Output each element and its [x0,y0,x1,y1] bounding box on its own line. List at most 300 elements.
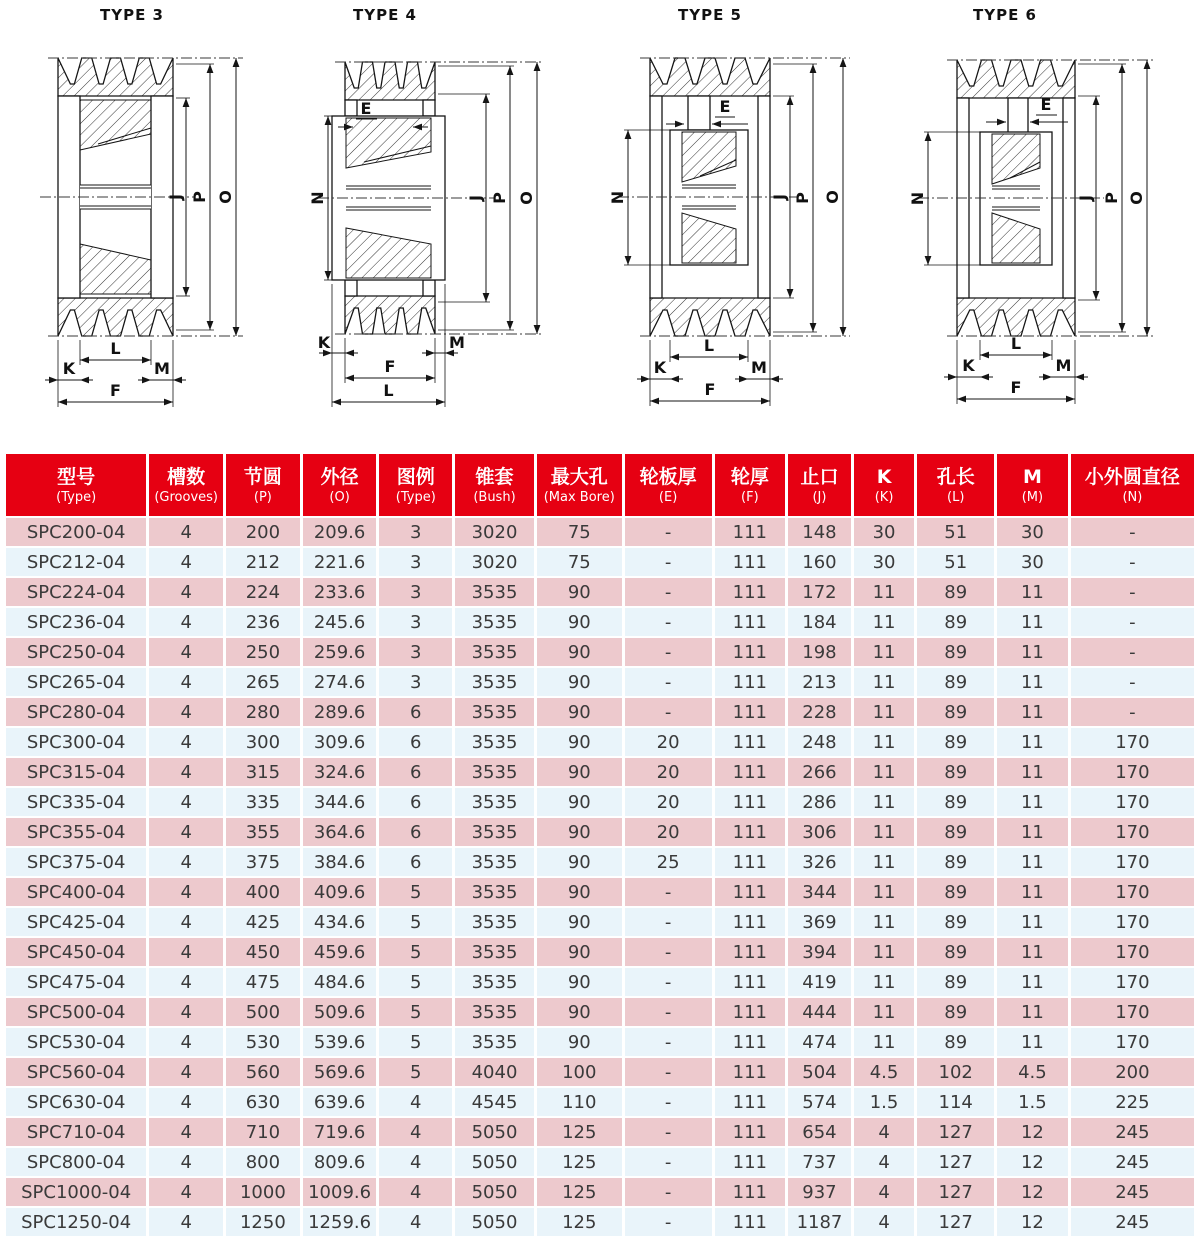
cell: 125 [537,1178,622,1206]
dim-label: K [653,358,667,377]
cell: 127 [917,1208,994,1236]
cell: 3 [379,548,452,576]
cell: 90 [537,848,622,876]
cell: 30 [997,548,1068,576]
cell: 11 [854,608,915,636]
cell: 89 [917,848,994,876]
cell: - [1071,638,1194,666]
cell: 170 [1071,968,1194,996]
cell: 170 [1071,788,1194,816]
dim-label: N [308,191,327,205]
cell: 4 [149,1148,223,1176]
dim-label: J [770,194,789,200]
cell: - [625,968,712,996]
cell: 280 [226,698,300,726]
cell: 127 [917,1178,994,1206]
diagram-title: TYPE 3 [100,6,164,24]
dim-label: K [317,333,331,352]
cell: 444 [788,998,851,1026]
cell: 5 [379,1028,452,1056]
cell: 509.6 [303,998,377,1026]
cell: 127 [917,1148,994,1176]
dim-label: L [703,336,715,355]
cell: 5050 [455,1208,534,1236]
column-header [788,454,851,516]
cell: 4040 [455,1058,534,1086]
cell: 209.6 [303,518,377,546]
cell: 4 [149,1058,223,1086]
cell: 4 [149,1208,223,1236]
cell: 5050 [455,1178,534,1206]
cell: 3535 [455,908,534,936]
cell: 90 [537,698,622,726]
cell: 11 [997,848,1068,876]
cell: 1.5 [854,1088,915,1116]
cell: 89 [917,938,994,966]
cell: 364.6 [303,818,377,846]
cell: SPC425-04 [6,908,146,936]
dim-label: F [704,380,716,399]
cell: 11 [854,668,915,696]
dim-label: M [449,333,465,352]
cell: 89 [917,728,994,756]
cell: 90 [537,968,622,996]
cell: 4 [149,878,223,906]
cell: 11 [854,968,915,996]
table-row [6,1058,1194,1086]
cell: - [625,518,712,546]
cell: 4 [149,518,223,546]
column-header-zh: 小外圆直径 [1084,465,1180,488]
cell: SPC375-04 [6,848,146,876]
cell: - [625,578,712,606]
dim-label: L [383,381,394,400]
cell: 459.6 [303,938,377,966]
pulley-diagram-type3 [0,0,300,452]
cell: 228 [788,698,851,726]
cell: 266 [788,758,851,786]
cell: 4 [149,758,223,786]
cell: 245 [1071,1118,1194,1146]
cell: 265 [226,668,300,696]
cell: 4 [149,788,223,816]
cell: 560 [226,1058,300,1086]
cell: 11 [854,908,915,936]
cell: 75 [537,518,622,546]
dim-label: E [360,99,372,118]
column-header-en: (M) [1021,489,1044,505]
cell: 90 [537,878,622,906]
cell: - [625,1118,712,1146]
cell: 5 [379,1058,452,1086]
column-header-zh: 图例 [396,465,435,488]
cell: 4 [149,608,223,636]
cell: 127 [917,1118,994,1146]
cell: SPC710-04 [6,1118,146,1146]
column-header-zh: 最大孔 [550,465,608,488]
cell: 4 [149,728,223,756]
cell: 719.6 [303,1118,377,1146]
cell: 111 [715,548,786,576]
cell: - [625,1028,712,1056]
cell: 89 [917,968,994,996]
dim-label: P [490,192,509,204]
cell: 539.6 [303,1028,377,1056]
cell: 111 [715,728,786,756]
cell: 4 [379,1088,452,1116]
cell: 4 [149,548,223,576]
dim-label: J [1076,195,1095,201]
cell: 484.6 [303,968,377,996]
cell: 184 [788,608,851,636]
cell: 111 [715,638,786,666]
cell: 4 [149,968,223,996]
column-header-zh: 轮厚 [730,465,769,488]
column-header [379,454,452,516]
cell: - [625,1208,712,1236]
cell: 5 [379,908,452,936]
cell: 3 [379,608,452,636]
cell: - [625,548,712,576]
table-row [6,668,1194,696]
dim-label: O [517,191,536,205]
cell: 111 [715,1148,786,1176]
column-header-en: (N) [1122,489,1143,505]
cell: 11 [854,698,915,726]
cell: 12 [997,1118,1068,1146]
cell: 170 [1071,758,1194,786]
cell: 213 [788,668,851,696]
column-header-en: (Type) [56,489,97,505]
dim-label: P [190,191,209,203]
cell: 3535 [455,938,534,966]
column-header-zh: 型号 [57,465,96,488]
cell: 4 [149,1118,223,1146]
cell: 170 [1071,848,1194,876]
dim-label: O [1127,191,1146,205]
cell: 3 [379,518,452,546]
cell: 3535 [455,818,534,846]
table-row [6,1208,1194,1236]
cell: 4.5 [997,1058,1068,1086]
table-row [6,548,1194,576]
cell: 172 [788,578,851,606]
cell: SPC475-04 [6,968,146,996]
cell: 5 [379,968,452,996]
cell: 90 [537,998,622,1026]
dim-label: O [216,190,235,204]
cell: 5050 [455,1118,534,1146]
cell: - [1071,608,1194,636]
table-row [6,638,1194,666]
cell: 170 [1071,938,1194,966]
cell: 500 [226,998,300,1026]
cell: 75 [537,548,622,576]
column-header [537,454,622,516]
cell: - [625,1058,712,1086]
cell: 4 [379,1178,452,1206]
cell: 30 [997,518,1068,546]
column-header-en: (F) [741,489,759,505]
column-header [149,454,223,516]
cell: 11 [997,818,1068,846]
cell: SPC250-04 [6,638,146,666]
pulley-diagrams [0,0,1200,452]
cell: 25 [625,848,712,876]
cell: 90 [537,728,622,756]
cell: 200 [1071,1058,1194,1086]
dim-label: P [793,192,812,204]
cell: 89 [917,878,994,906]
cell: 6 [379,728,452,756]
cell: 809.6 [303,1148,377,1176]
cell: 4 [379,1208,452,1236]
dim-label: L [110,339,121,358]
cell: 51 [917,518,994,546]
cell: 12 [997,1178,1068,1206]
cell: SPC800-04 [6,1148,146,1176]
dim-label: J [166,194,185,200]
cell: 384.6 [303,848,377,876]
cell: 4 [149,848,223,876]
cell: 11 [997,968,1068,996]
cell: SPC530-04 [6,1028,146,1056]
cell: 11 [997,698,1068,726]
cell: 11 [997,668,1068,696]
dim-label: F [1010,378,1022,397]
cell: 4 [149,668,223,696]
cell: 111 [715,938,786,966]
column-header-zh: 轮板厚 [639,465,697,488]
cell: - [1071,548,1194,576]
cell: 4 [149,938,223,966]
dim-label: L [1010,334,1022,353]
cell: 11 [997,608,1068,636]
column-header [1071,454,1194,516]
cell: 245 [1071,1148,1194,1176]
cell: - [625,1178,712,1206]
cell: - [1071,668,1194,696]
table-row [6,788,1194,816]
cell: 3 [379,638,452,666]
dim-label: P [1102,192,1121,204]
cell: 170 [1071,908,1194,936]
diagram-title: TYPE 4 [353,6,417,24]
cell: 1000 [226,1178,300,1206]
cell: 100 [537,1058,622,1086]
column-header [854,454,915,516]
cell: 11 [854,1028,915,1056]
cell: 20 [625,788,712,816]
cell: 11 [997,998,1068,1026]
cell: 6 [379,758,452,786]
cell: 4 [854,1178,915,1206]
cell: 11 [997,728,1068,756]
cell: 111 [715,788,786,816]
cell: 3535 [455,698,534,726]
table-row [6,998,1194,1026]
cell: 5 [379,938,452,966]
cell: 4 [149,638,223,666]
cell: 309.6 [303,728,377,756]
cell: 425 [226,908,300,936]
table-row [6,1148,1194,1176]
cell: 90 [537,818,622,846]
cell: SPC335-04 [6,788,146,816]
cell: - [625,1088,712,1116]
dim-label: M [1055,356,1072,375]
cell: 306 [788,818,851,846]
header-row [6,454,1194,516]
cell: 248 [788,728,851,756]
cell: 90 [537,638,622,666]
pulley-diagram-type4 [300,0,600,452]
column-header [226,454,300,516]
cell: 125 [537,1208,622,1236]
cell: SPC1250-04 [6,1208,146,1236]
cell: - [625,998,712,1026]
cell: 245 [1071,1208,1194,1236]
table-row [6,848,1194,876]
dim-label: F [110,381,121,400]
cell: 125 [537,1148,622,1176]
cell: 148 [788,518,851,546]
cell: 170 [1071,998,1194,1026]
dim-label: F [384,357,396,376]
cell: 6 [379,818,452,846]
cell: 530 [226,1028,300,1056]
cell: 111 [715,518,786,546]
cell: 274.6 [303,668,377,696]
cell: 212 [226,548,300,576]
cell: SPC224-04 [6,578,146,606]
cell: 224 [226,578,300,606]
cell: 3020 [455,548,534,576]
cell: - [625,638,712,666]
cell: SPC315-04 [6,758,146,786]
cell: 89 [917,608,994,636]
column-header-zh: 孔长 [936,465,975,488]
dim-label: E [719,97,731,116]
cell: SPC355-04 [6,818,146,846]
cell: 710 [226,1118,300,1146]
cell: 4 [149,578,223,606]
cell: 259.6 [303,638,377,666]
cell: 250 [226,638,300,666]
cell: - [625,938,712,966]
cell: 160 [788,548,851,576]
cell: 111 [715,1118,786,1146]
cell: 3535 [455,578,534,606]
cell: 6 [379,848,452,876]
cell: 11 [854,758,915,786]
column-header-en: (Max Bore) [543,489,615,505]
cell: 5 [379,998,452,1026]
cell: 11 [997,938,1068,966]
cell: 11 [854,788,915,816]
diagram-title: TYPE 6 [973,6,1037,24]
cell: 11 [997,758,1068,786]
cell: 475 [226,968,300,996]
cell: 245 [1071,1178,1194,1206]
cell: 654 [788,1118,851,1146]
cell: 1250 [226,1208,300,1236]
dim-label: N [608,190,627,205]
cell: 3020 [455,518,534,546]
cell: 11 [997,788,1068,816]
column-header-en: (L) [947,489,965,505]
cell: 125 [537,1118,622,1146]
cell: 1009.6 [303,1178,377,1206]
cell: 90 [537,938,622,966]
cell: SPC200-04 [6,518,146,546]
cell: 111 [715,878,786,906]
column-header-en: (K) [874,489,894,505]
table-row [6,518,1194,546]
diagram-title: TYPE 5 [678,6,742,24]
column-header [6,454,146,516]
cell: 11 [854,878,915,906]
cell: 111 [715,968,786,996]
cell: SPC1000-04 [6,1178,146,1206]
cell: - [625,608,712,636]
cell: 4 [854,1118,915,1146]
cell: 225 [1071,1088,1194,1116]
cell: 89 [917,638,994,666]
cell: SPC560-04 [6,1058,146,1086]
cell: 233.6 [303,578,377,606]
dim-label: M [154,359,170,378]
cell: 6 [379,788,452,816]
cell: 326 [788,848,851,876]
dim-label: O [823,190,842,204]
cell: 111 [715,698,786,726]
cell: SPC265-04 [6,668,146,696]
column-header-en: (P) [253,489,272,505]
cell: 11 [854,998,915,1026]
cell: SPC630-04 [6,1088,146,1116]
column-header-en: (Grooves) [154,489,218,505]
cell: 114 [917,1088,994,1116]
cell: 300 [226,728,300,756]
table-row [6,1028,1194,1056]
cell: 1.5 [997,1088,1068,1116]
column-header [455,454,534,516]
cell: SPC450-04 [6,938,146,966]
column-header-zh: M [1022,465,1042,488]
cell: 335 [226,788,300,816]
cell: 1259.6 [303,1208,377,1236]
cell: 89 [917,818,994,846]
table-row [6,1088,1194,1116]
cell: 11 [854,938,915,966]
column-header [303,454,377,516]
column-header [997,454,1068,516]
cell: 11 [997,1028,1068,1056]
dim-label: K [962,356,975,375]
cell: 3535 [455,1028,534,1056]
column-header-zh: 锥套 [475,465,514,488]
cell: 90 [537,1028,622,1056]
cell: 344.6 [303,788,377,816]
column-header [917,454,994,516]
cell: 3 [379,668,452,696]
cell: 90 [537,578,622,606]
cell: 11 [854,578,915,606]
cell: 4 [149,818,223,846]
cell: 4 [149,1088,223,1116]
cell: 111 [715,1058,786,1086]
